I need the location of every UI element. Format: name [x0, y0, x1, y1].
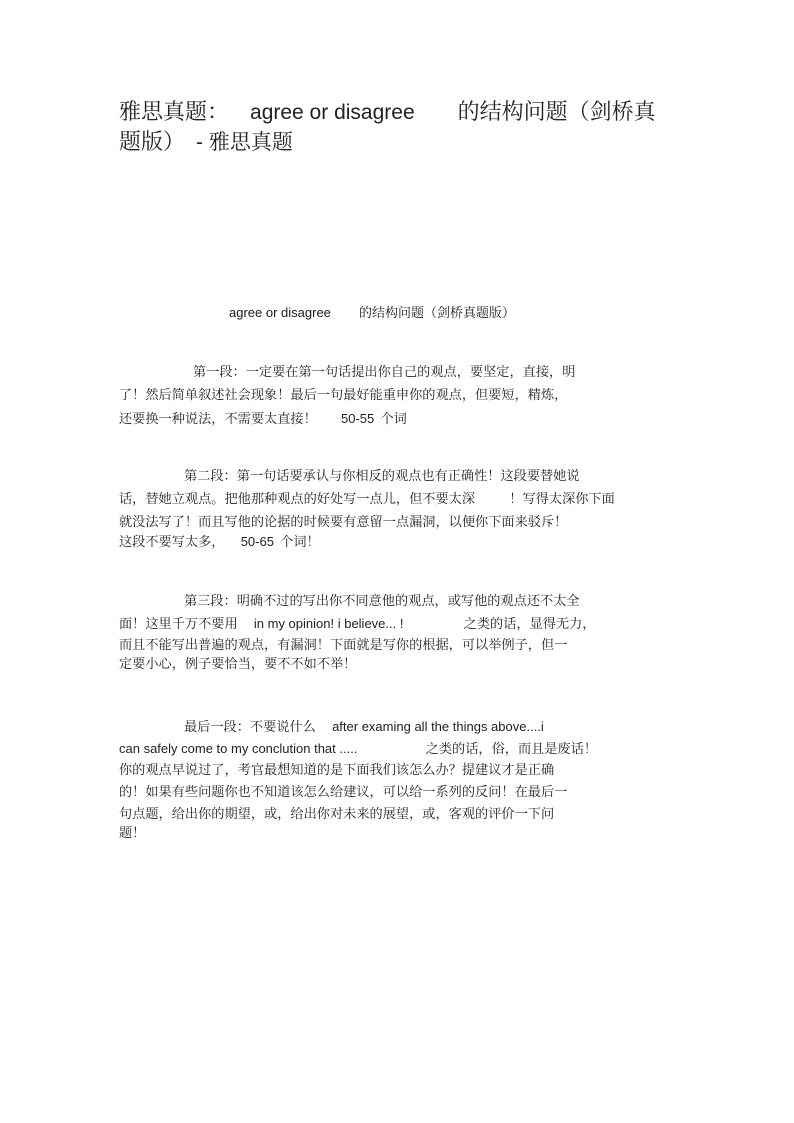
p2-line-4-text: 这段不要写太多， — [119, 535, 225, 550]
p2-line-2-tail: ！写得太深你下面 — [509, 492, 615, 507]
p4-line-2-tail: 之类的话，俗，而且是废话！ — [425, 742, 598, 757]
document-title-line-2 — [119, 128, 293, 158]
p3-line-1: 第三段：明确不过的写出你不同意他的观点，或写他的观点还不太全 — [184, 594, 580, 609]
p3-line-3: 而且不能写出普遍的观点，有漏洞！下面就是写你的根据，可以举例子，但一 — [119, 638, 568, 653]
p2-line-3: 就没法写了！而且写他的论据的时候要有意留一点漏洞，以便你下面来驳斥！ — [119, 515, 568, 530]
p4-line-4: 的！如果有些问题你也不知道该怎么给建议，可以给一系列的反问！在最后一 — [119, 785, 568, 800]
subtitle-en: agree or disagree — [229, 305, 331, 320]
p1-line-3-text: 还要换一种说法，不需要太直接！ — [119, 412, 317, 427]
title-zh-suffix: 的结构问题（剑桥真 — [457, 100, 656, 125]
p3-line-4: 定要小心，例子要恰当，要不不如不举！ — [119, 657, 357, 672]
p1-line-2: 了！然后简单叙述社会现象！最后一句最好能重申你的观点，但要短，精炼， — [119, 388, 568, 403]
p4-line-3: 你的观点早说过了，考官最想知道的是下面我们该怎么办？提建议才是正确 — [119, 763, 555, 778]
p2-word-count: 50-65 — [240, 534, 274, 549]
p4-phrase-example-2: can safely come to my conclution that ..... — [119, 741, 358, 756]
p3-line-2-tail: 之类的话，显得无力， — [463, 617, 596, 632]
p4-phrase-example-1: after examing all the things above....i — [332, 719, 544, 734]
title-zh-version: 题版） — [119, 130, 186, 155]
p4-line-1 — [184, 715, 544, 739]
p4-line-5: 句点题，给出你的期望，或，给出你对未来的展望，或，客观的评价一下问 — [119, 807, 555, 822]
p1-line-3 — [119, 407, 407, 431]
title-en-phrase: agree or disagree — [250, 101, 415, 124]
p3-line-2 — [119, 612, 596, 636]
p2-line-4 — [119, 530, 320, 554]
p2-line-2 — [119, 488, 615, 511]
title-zh-prefix: 雅思真题： — [119, 100, 230, 125]
p4-line-1-text: 最后一段：不要说什么 — [184, 720, 316, 735]
p3-line-2-text: 面！这里千万不要用 — [119, 617, 238, 632]
title-site-name: - 雅思真题 — [196, 131, 293, 154]
p2-word-unit: 个词！ — [280, 535, 320, 550]
p1-word-count: 50-55 — [341, 411, 375, 426]
p4-line-2 — [119, 737, 597, 761]
p1-line-1: 第一段：一定要在第一句话提出你自己的观点，要坚定，直接，明 — [193, 365, 576, 380]
p1-word-unit: 个词 — [380, 412, 407, 427]
subtitle-zh: 的结构问题（剑桥真题版） — [359, 306, 516, 321]
p2-line-2-text: 话，替她立观点。把他那种观点的好处写一点儿，但不要太深 — [119, 492, 476, 507]
p3-phrase-example: in my opinion! i believe... ! — [253, 616, 404, 631]
document-subtitle — [229, 302, 515, 321]
p4-line-6: 题！ — [119, 826, 146, 841]
p2-line-1: 第二段：第一句话要承认与你相反的观点也有正确性！这段要替她说 — [184, 469, 580, 484]
document-title-line-1 — [119, 98, 656, 128]
